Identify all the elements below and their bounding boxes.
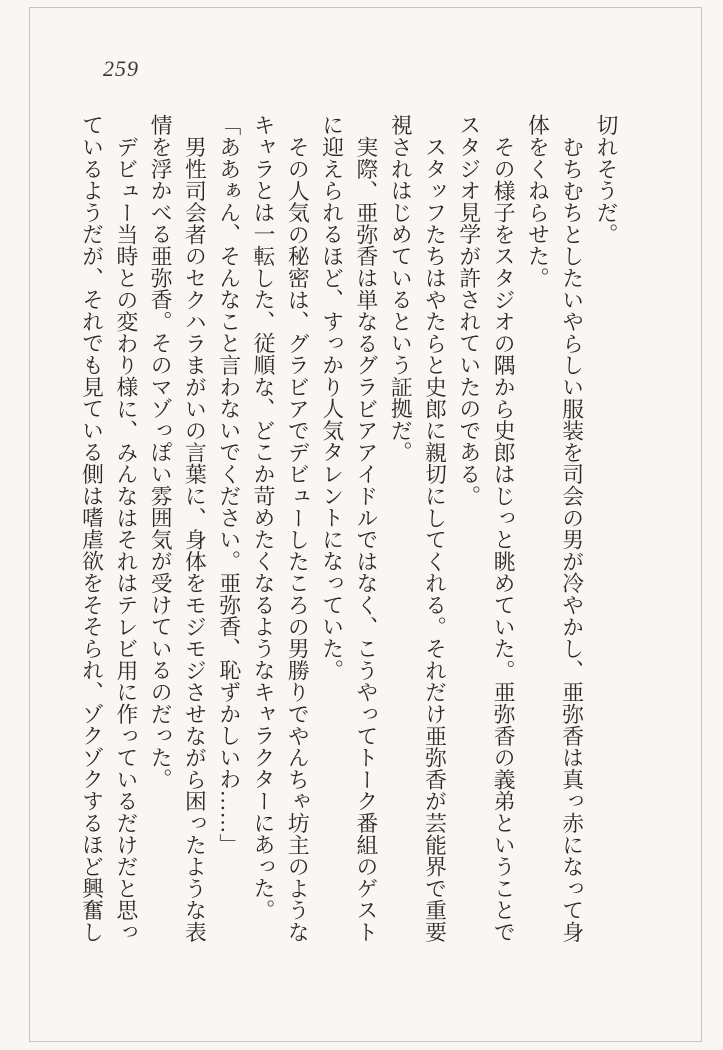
- paragraph: 男性司会者のセクハラまがいの言葉に、身体をモジモジさせながら困ったような表情を浮かべる亜弥香。そのマゾっぽい雰囲気が受けているのだった。: [148, 114, 207, 943]
- vertical-text-block: [73, 114, 623, 945]
- paragraph: 切れそうだ。: [594, 114, 618, 245]
- paragraph: その様子をスタジオの隅から史郎はじっと眺めていた。亜弥香の義弟ということでスタジオ見学が許されていたのである。: [456, 114, 516, 943]
- paragraph: 「ああぁん、そんなこと言わないでください。亜弥香、恥ずかしいわ……」: [216, 114, 241, 856]
- paragraph: その人気の秘密は、グラビアでデビューしたころの男勝りでやんちゃ坊主のようなキャラとは一転した、従順な、どこか苛めたくなるようなキャラクターにあった。: [251, 114, 310, 943]
- paragraph: むちむちとしたいやらしい服装を司会の男が冷やかし、亜弥香は真っ赤になって身体をくねらせた。: [525, 114, 584, 943]
- paragraph: デビュー当時との変わり様に、みんなはそれはテレビ用に作っているだけだと思っているようだが、それでも見ている側は嗜虐欲をそそられ、ゾクゾクするほど興奮し: [79, 114, 138, 943]
- paragraph: スタッフたちはやたらと史郎に親切にしてくれる。それだけ亜弥香が芸能界で重要視されはじめているという証拠だ。: [388, 114, 447, 943]
- paragraph: 実際、亜弥香は単なるグラビアアイドルではなく、こうやってトーク番組のゲストに迎えられるほど、すっかり人気タレントになっていた。: [319, 114, 378, 943]
- page-number: 259: [103, 56, 139, 81]
